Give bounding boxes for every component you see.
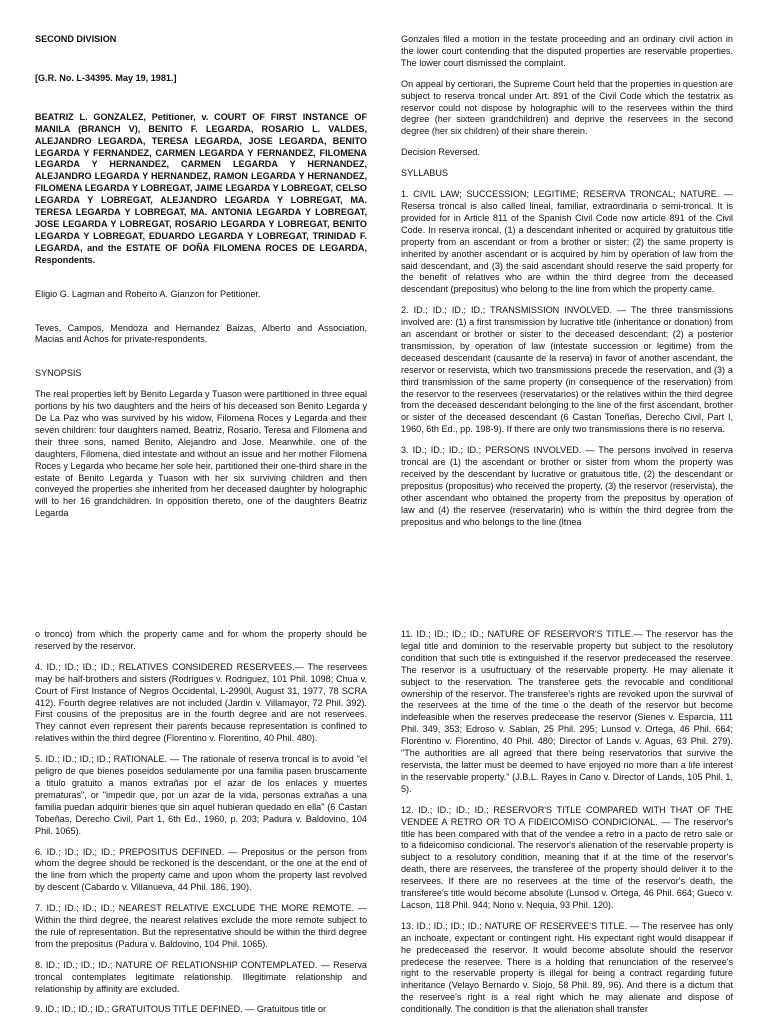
syllabus-item-4: 4. ID.; ID.; ID.; ID.; RELATIVES CONSIDERED RESERVEES.— The reservees may be half-brothers and sisters (Rodrigues v. Rodriguez, 101 Phil. 1098; Chua v. Court of First Instance of Negros Occidental, L-2990l, August 31, 1977, 78 SCRA 412). Fourth degree relatives are not included (Jardin v. Villamayor, 72 Phil. 392). First cousins of the prepositus are in the fourth degree and are not reservees. They cannot even represent their parents because representation is confined to relatives within the third degree (Florentino v. Florentino, 40 Phil. 480). [35,661,367,744]
syllabus-item-3: 3. ID.; ID.; ID.; ID.; PERSONS INVOLVED. — The persons involved in reserva troncal are (1) the ascendant or brother or sister from whom the property was received by the descendant by lucrative or gratuitous title, (2) the descendant or prepositus (propositus) who received the property, (3) the reservor (reservista), the other ascendant who obtained the property from the prepositus by operation of law and (4) the reservee (reservatarin) who is within the third degree from the prepositus and who belongs to the line (ltnea [401,445,733,527]
counsel-respondents: Teves, Campos, Mendoza and Hernandez Baizas, Alberto and Association, Macias and Achos for private-respondents. [35,322,367,345]
syllabus-item-7: 7. ID.; ID.; ID.; ID.; NEAREST RELATIVE EXCLUDE THE MORE REMOTE. — Within the third degree, the nearest relatives exclude the more remote subject to the rule of representation. But the representative should be within the third degree from the prepositus (Padura v. Baldovino, 104 Phil. 1065). [35,903,367,949]
counsel-petitioner: Eligio G. Lagman and Roberto A. Gianzon for Petitioner. [35,288,261,299]
syllabus-item-3-continuation: o tronco) from which the property came and for whom the property should be reserved by the reservor. [35,629,367,651]
synopsis-appeal: On appeal by certiorari, the Supreme Court held that the properties in question are subject to reserva troncal under Art. 891 of the Civil Code which the testatrix as reservor could not dispose by holographic will to the reservees within the third degree (her sixteen grandchildren) and deprive the reservees in the second degree (her six children) of their share therein. [401,78,733,137]
decision-line: Decision Reversed. [401,147,480,158]
page-1-right-column [401,34,733,554]
syllabus-item-13: 13. ID.; ID.; ID.; ID.; NATURE OF RESERVEE'S TITLE. — The reservee has only an inchoate, expectant or contingent right. His expectant right would disappear if he predeceased the reservor. It would become absolute should the reservor predecese the reservee. There is a holding that renunciation of the reservee's right to the reservable property is illegal for being a contract regarding future inheritance (Velayo Bernardo v. Siojo, 58 Phil. 89, 96). And there is a dictum that the reservee's right is a real right which he may alienate and dispose of conditionally. The condition is that the alienation shall transfer [401,920,733,1015]
synopsis-continuation: Gonzales filed a motion in the testate proceeding and an ordinary civil action in the lower court contending that the disputed properties are reservable properties. The lower court dismissed the complaint. [401,34,733,68]
division-heading: SECOND DIVISION [35,34,117,44]
syllabus-heading: SYLLABUS [401,168,449,179]
syllabus-item-6: 6. ID.; ID.; ID.; ID.; PREPOSITUS DEFINED. — Prepositus or the person from whom the degree should be reckoned is the descendant, or the one at the end of the line from which the property came and upon whom the property last revolved by descent (Cabardo v. Villanueva, 44 Phil. 186, 190). [35,846,367,893]
syllabus-item-12: 12. ID.; ID.; ID.; ID.; RESERVOR'S TITLE COMPARED WITH THAT OF THE VENDEE A RETRO OR TO A FIDEICOMISO CONDICIONAL. — The reservor's title has been compared with that of the vendee a retro in a pacto de retro sale or to a fideicomiso condicional. The reservor's alienation of the reservable property is subject to a resolutory condition, meaning that if at the time of the reservor's death, there are reservees, the transferee of the property should deliver it to the reservees. If there are no reservees at the time of the reservor's death, the transferee's title would become absolute (Lunsod v. Ortega, 46 Phil. 664; Gueco v. Lacson, 118 Phil. 944; Nono v. Nequia, 93 Phil. 120). [401,804,733,910]
page-2-right-column [401,629,733,1024]
page-2-left-column [35,629,367,1024]
syllabus-item-5: 5. ID.; ID.; ID.; ID.; RATIONALE. — The rationale of reserva troncal is to avoid "el peligro de que bienes poseidos sedulamente por una familia pasen bruscamente a titulo gratuito a manos extrañas por el azar de los enlaces y muertes prematuras", or "impedir que, por un azar de la vida, personas extrañas a una familia puedan adquirir bienes que sin aquel hubieran quedado en ella" (6 Castan Tobeñas, Derecho Civil, Part 1, 6th Ed., 1960, p. 203; Padura v. Baldovino, 104 Phil. 1065). [35,754,367,836]
syllabus-item-9: 9. ID.; ID.; ID.; ID.; GRATUITOUS TITLE DEFINED. — Gratuitous title or [35,1004,327,1015]
syllabus-item-8: 8. ID.; ID.; ID.; ID.; NATURE OF RELATIONSHIP CONTEMPLATED. — Reserva troncal contemplates legitimate relationship. Illegitimate relationship and relationship by affinity are excluded. [35,959,367,994]
case-parties: BEATRIZ L. GONZALEZ, Petitioner, v. COURT OF FIRST INSTANCE OF MANILA (BRANCH V), BENITO F. LEGARDA, ROSARIO L. VALDES, ALEJANDRO LEGARDA, TERESA LEGARDA, JOSE LEGARDA, BENITO LEGARDA Y FERNANDEZ, CARMEN LEGARDA Y FERNANDEZ, FILOMENA LEGARDA Y HERNANDEZ, CARMEN LEGARDA Y HERNANDEZ, ALEJANDRO LEGARDA Y HERNANDEZ, RAMON LEGARDA Y HERNANDEZ, FILOMENA LEGARDA Y LOBREGAT, JAIME LEGARDA Y LOBREGAT, CELSO LEGARDA Y LOBREGAT, ALEJANDRO LEGARDA Y LOBREGAT, MA. TERESA LEGARDA Y LOBREGAT, MA. ANTONIA LEGARDA Y LOBREGAT, JOSE LEGARDA Y LOBREGAT, ROSARIO LEGARDA Y LOBREGAT, BENITO LEGARDA Y LOBREGAT, EDUARDO LEGARDA Y LOBREGAT, TRINIDAD F. LEGARDA, and the ESTATE OF DOÑA FILOMENA ROCES DE LEGARDA, Respondents. [35,111,367,265]
case-number: [G.R. No. L-34395. May 19, 1981.] [35,72,177,83]
document-page-2 [0,585,768,1024]
syllabus-item-2: 2. ID.; ID.; ID.; ID.; TRANSMISSION INVOLVED. — The three transmissions involved are: (1) a first transmission by lucrative title (inheritance or donation) from an ascendant or brother or sister to the deceased descendant; (2) a posterior transmission, by operation of law (intestate succession or legitime) from the deceased descendant (causante de la reserva) in favor of another ascendant, the reservor or reservista, which two transmissions precede the reservation, and (3) a third transmission of the same property (in consequence of the reservation) from the reservor to the reservees (reservatarios) or the relatives within the third degree from the deceased descendant belonging to the line of the first ascendant, brother or sister of the deceased descendant (6 Castan Toneñas, Derecho Civil, Part I, 1960, 6th Ed., pp. 198-9). If there are only two transmissions there is no reserva. [401,305,733,435]
syllabus-item-11: 11. ID.; ID.; ID.; ID.; NATURE OF RESERVOR'S TITLE.— The reservor has the legal title and dominion to the reservable property but subject to the resolutory condition that such title is extinguished if the reservor predeceased the reservee. The reservor is a usufructuary of the reservable property. He may alienate it subject to the reservation. The transferee gets the revocable and conditional ownership of the reservor. The transferee's rights are revoked upon the survival of the reservees at the time of the time o the death of the reservor but become indefeasible when the reserves predecease the reservor (Sienes v. Esparcia, 111 Phil. 349, 353; Edroso v. Sablan, 25 Phil. 295; Lunsod v. Ortega, 46 Phil. 664; Florentino v. Florentino, 40 Phil. 480; Director of Lands v. Aguas, 63 Phil. 279). "The authorities are all agreed that there being reservatorios that survive the reservista, the latter must be deemed to have enjoyed no more than a life interest in the reservable property." (J.B.L. Rayes in Cano v. Director of Lands, 105 Phil. 1, 5). [401,629,733,794]
synopsis-heading: SYNOPSIS [35,368,82,379]
page-1-left-column [35,34,367,554]
syllabus-item-1: 1. CIVIL LAW; SUCCESSION; LEGITIME; RESERVA TRONCAL; NATURE. — Resersa troncal is also called lineal, familiar, extraordinaria o semi-troncal. It is provided for in Article 811 of the Spanish Civil Code now article 891 of the Civil Code. In reserva ironcal, (1) a descendant inherited or acquired by gratuitous title property from an ascendant or from a brother or sister; (2) the same property is inherited by another ascendant or is acquired by him by operation of law from the said descendant, and (3) the said ascendant should reserve the said property for the benefit of relatives who are within the third degree from the deceased descendant (prepositus) who belong to the line from which the property came. [401,189,733,295]
synopsis-text: The real properties left by Benito Legarda y Tuason were partitioned in three equal portions by his two daughters and the heirs of his deceased son Benito Legarda y De La Paz who was survived by his widow, Filomena Roces y Legarda and their seven children: four daughters named, Beatriz, Rosario, Teresa and Filomena and their three sons, named Benito, Alejandro and Jose. Meanwhile. one of the daughters, Filomena, died intestate and without an issue and her mother Filomena Roces y Legarda who became her sole heir, partitioned their one-third share in the estate of Benito Legarda y Tuason with her six surviving children and then conveyed the properties she inherited from her deceased daughter by holographic will to her 16 grandchildren. In opposition thereto, one of the daughters Beatriz Legarda [35,389,367,519]
